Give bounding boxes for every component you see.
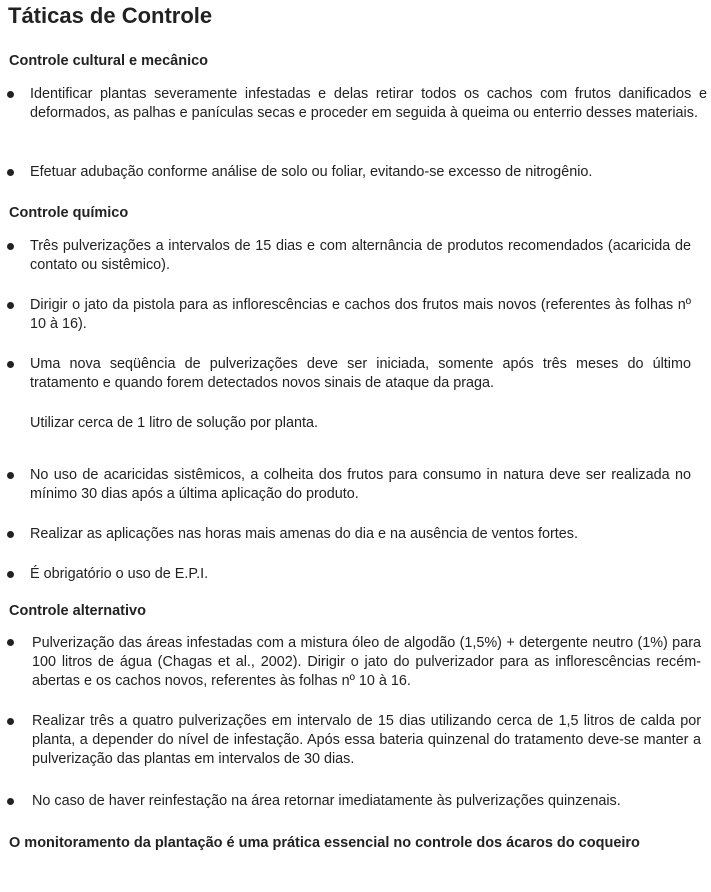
bullet-icon xyxy=(7,798,14,805)
bullet-icon xyxy=(7,91,14,98)
list-item: É obrigatório o uso de E.P.I. xyxy=(30,566,209,582)
list-item: Uma nova seqüência de pulverizações deve ser iniciada, somente após três meses do último tratamento e quando forem detectados novos sinais de ataque da praga. xyxy=(30,356,691,391)
list-item: Realizar as aplicações nas horas mais amenas do dia e na ausência de ventos fortes. xyxy=(30,526,578,542)
list-item: Três pulverizações a intervalos de 15 dias e com alternância de produtos recomendados (acaricida de contato ou sistêmico). xyxy=(30,238,691,273)
bullet-icon xyxy=(7,361,14,368)
list-item: No caso de haver reinfestação na área retornar imediatamente às pulverizações quinzenais. xyxy=(32,793,621,809)
section-heading-alternative: Controle alternativo xyxy=(9,603,146,619)
list-item: Identificar plantas severamente infestadas e delas retirar todos os cachos com frutos danificados e deformados, as palhas e panículas secas e proceder em seguida à queima ou enterrio desses materiais. xyxy=(30,86,707,121)
closing-statement: O monitoramento da plantação é uma prática essencial no controle dos ácaros do coqueiro xyxy=(9,835,640,851)
bullet-icon xyxy=(7,531,14,538)
bullet-icon xyxy=(7,472,14,479)
bullet-icon xyxy=(7,718,14,725)
list-item: Pulverização das áreas infestadas com a mistura óleo de algodão (1,5%) + detergente neutro (1%) para 100 litros de água (Chagas et al., 2002). Dirigir o jato do pulverizador para as inflorescências recém-abertas e os cachos novos, referentes às folhas nº 10 à 16. xyxy=(32,635,701,689)
bullet-icon xyxy=(7,169,14,176)
bullet-icon xyxy=(7,302,14,309)
list-item: Realizar três a quatro pulverizações em intervalo de 15 dias utilizando cerca de 1,5 litros de calda por planta, a depender do nível de infestação. Após essa bateria quinzenal do tratamento deve-se manter a pulverização das plantas em intervalos de 30 dias. xyxy=(32,713,701,767)
list-item: Efetuar adubação conforme análise de solo ou foliar, evitando-se excesso de nitrogênio. xyxy=(30,164,593,180)
bullet-icon xyxy=(7,571,14,578)
list-item: Dirigir o jato da pistola para as inflorescências e cachos dos frutos mais novos (referentes às folhas nº 10 à 16). xyxy=(30,297,691,332)
section-heading-chemical: Controle químico xyxy=(9,205,129,221)
bullet-icon xyxy=(7,243,14,250)
list-item: No uso de acaricidas sistêmicos, a colheita dos frutos para consumo in natura deve ser realizada no mínimo 30 dias após a última aplicação do produto. xyxy=(30,467,691,502)
section-heading-cultural: Controle cultural e mecânico xyxy=(9,53,209,69)
dosage-note: Utilizar cerca de 1 litro de solução por planta. xyxy=(30,415,318,431)
bullet-icon xyxy=(7,639,14,646)
page-title: Táticas de Controle xyxy=(8,3,213,28)
